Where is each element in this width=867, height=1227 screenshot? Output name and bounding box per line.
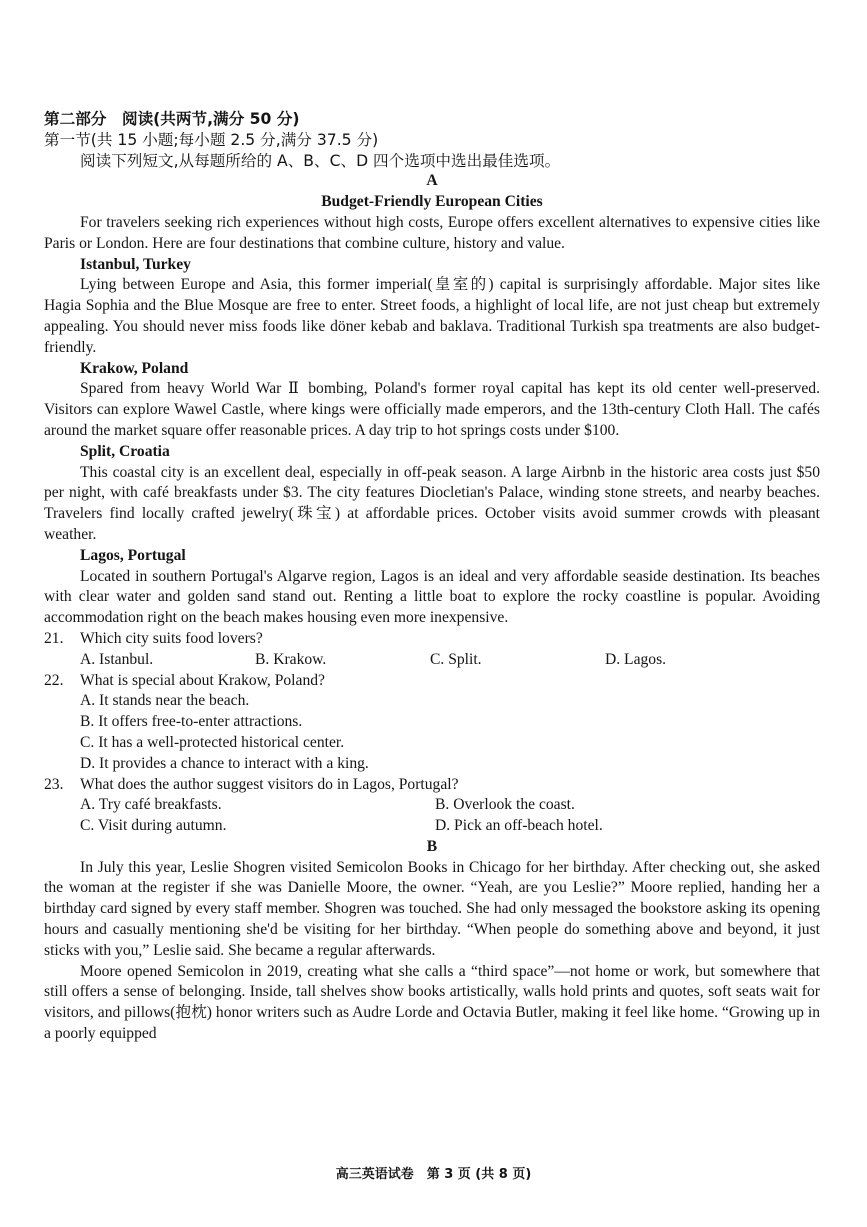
option-d: D. Pick an off-beach hotel.	[435, 817, 603, 835]
question-number: 21.	[44, 629, 64, 647]
city-text-lagos: Located in southern Portugal's Algarve region, Lagos is an ideal and very affordable seaside destination. Its beaches with clear water and golden sand stand out. Renting a little boat to explore the rocky coastline is popular. Avoiding accommodation right on the beach makes housing even more inexpensive.	[44, 567, 820, 627]
question-23-options-row-2	[44, 816, 820, 837]
question-text: What does the author suggest visitors do in Lagos, Portugal?	[80, 775, 459, 793]
question-number: 22.	[44, 671, 64, 689]
passage-a-intro: For travelers seeking rich experiences without high costs, Europe offers excellent alternatives to expensive cities like Paris or London. Here are four destinations that combine culture, history and value.	[44, 213, 820, 252]
city-text-split: This coastal city is an excellent deal, especially in off-peak season. A large Airbnb in the historic area costs just $50 per night, with café breakfasts under $3. The city features Diocletian's Palace, winding stone streets, and nearby beaches. Travelers find locally crafted jewelry(珠宝) at affordable prices. October visits avoid summer crowds with pleasant weather.	[44, 463, 820, 543]
option-b: B. Overlook the coast.	[435, 796, 575, 814]
passage-a-letter: A	[426, 172, 438, 190]
question-21	[44, 629, 820, 650]
passage-b-paragraph-2: Moore opened Semicolon in 2019, creating what she calls a “third space”—not home or work, but somewhere that still offers a sense of belonging. Inside, tall shelves show books artistically, walls hold prints and quotes, soft seats wait for visitors, and pillows(抱枕) honor writers such as Audre Lorde and Octavia Butler, making it feel like home. “Growing up in a poorly equipped	[44, 962, 820, 1043]
option-a: A. Try café breakfasts.	[80, 796, 222, 814]
page-footer: 高三英语试卷 第 3 页 (共 8 页)	[335, 1167, 532, 1182]
instruction: 阅读下列短文,从每题所给的 A、B、C、D 四个选项中选出最佳选项。	[80, 151, 561, 170]
city-heading-krakow: Krakow, Poland	[80, 359, 189, 377]
page-content	[44, 109, 820, 1045]
city-heading-lagos: Lagos, Portugal	[80, 546, 186, 564]
part-title: 第二部分 阅读(共两节,满分 50 分)	[44, 110, 300, 128]
question-23	[44, 775, 820, 796]
passage-b-letter: B	[426, 837, 438, 855]
city-heading-istanbul: Istanbul, Turkey	[80, 255, 191, 273]
city-text-krakow: Spared from heavy World War Ⅱ bombing, Poland's former royal capital has kept its old center well-preserved. Visitors can explore Wawel Castle, where kings were officially made emperors, and the 13th-century Cloth Hall. The cafés around the market square offer reasonable prices. A day trip to hot springs costs under $100.	[44, 380, 820, 439]
section-title: 第一节(共 15 小题;每小题 2.5 分,满分 37.5 分)	[44, 130, 379, 149]
option-b: B. It offers free-to-enter attractions.	[80, 713, 303, 731]
passage-a-title: Budget-Friendly European Cities	[321, 193, 543, 211]
city-text-istanbul: Lying between Europe and Asia, this former imperial(皇室的) capital is surprisingly affordable. Major sites like Hagia Sophia and the Blue Mosque are free to enter. Street foods, a highlight of local life, are not just cheap but extremely appealing. You should never miss foods like döner kebab and baklava. Traditional Turkish spa treatments are also budget-friendly.	[44, 276, 820, 356]
question-22	[44, 671, 820, 692]
passage-b-paragraph-1: In July this year, Leslie Shogren visited Semicolon Books in Chicago for her birthday. After checking out, she asked the woman at the register if she was Danielle Moore, the owner. “Yeah, are you Leslie?” Moore replied, handing her a birthday card signed by every staff member. Shogren was touched. She had only messaged the bookstore asking its opening hours and casually mentioning she'd be visiting for her birthday. “When people do something above and beyond, it just sticks with you,” Leslie said. She became a regular afterwards.	[44, 858, 820, 959]
option-a: A. It stands near the beach.	[80, 692, 250, 710]
question-number: 23.	[44, 775, 64, 793]
option-d: D. It provides a chance to interact with a king.	[80, 754, 369, 772]
option-c: C. Split.	[430, 650, 482, 668]
question-23-options-row-1	[44, 795, 820, 816]
option-b: B. Krakow.	[255, 650, 327, 668]
city-heading-split: Split, Croatia	[80, 442, 170, 460]
option-a: A. Istanbul.	[80, 650, 154, 668]
question-text: What is special about Krakow, Poland?	[80, 671, 325, 689]
option-d: D. Lagos.	[605, 650, 667, 668]
question-21-options	[44, 650, 820, 671]
question-text: Which city suits food lovers?	[80, 629, 263, 647]
option-c: C. It has a well-protected historical center.	[80, 733, 345, 751]
option-c: C. Visit during autumn.	[80, 817, 227, 835]
